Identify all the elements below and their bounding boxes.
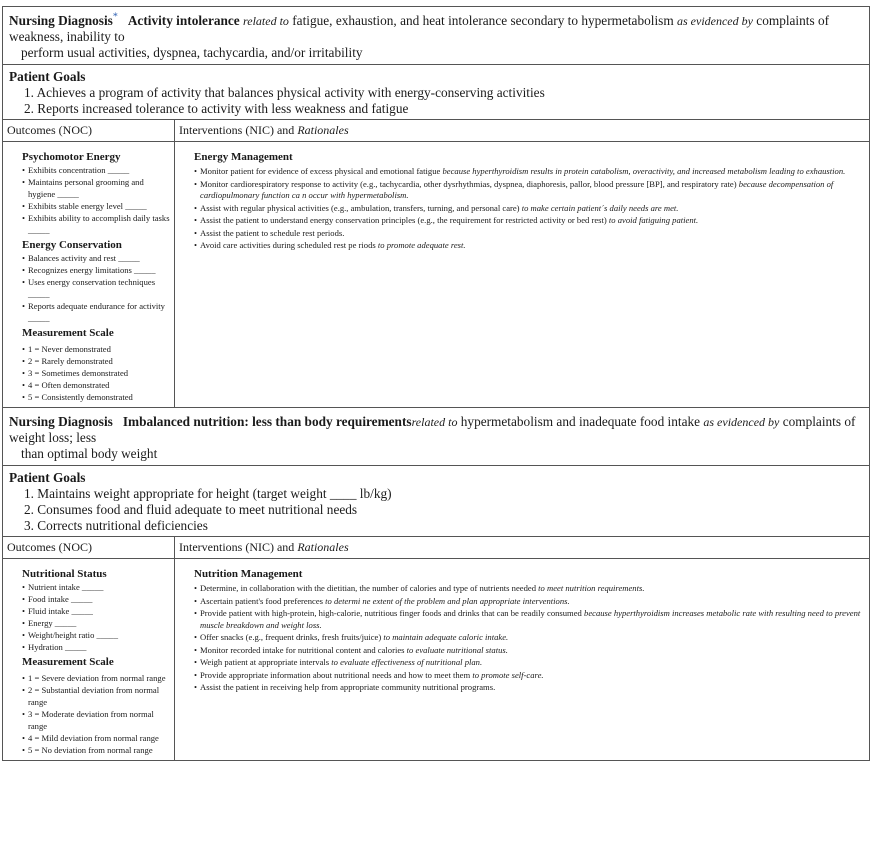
scale-item: • 5 = No deviation from normal range [22,744,170,756]
intervention-item: • Weigh patient at appropriate intervals to evaluate effectiveness of nutritional plan. [194,657,863,669]
nursing-diagnosis-nutrition [3,408,869,466]
rationales-label: Rationales [297,123,349,137]
patient-goals-activity [3,65,869,120]
diagnosis-name: Activity intolerance [127,13,240,28]
patient-goals-nutrition [3,466,869,537]
outcome-item: • Exhibits concentration _____ [22,164,170,176]
rationales-label: Rationales [297,540,349,554]
intervention-title: Nutrition Management [194,568,303,580]
outcome-item: • Energy _____ [22,617,170,629]
related-factors: fatigue, exhaustion, and heat intolerance secondary to hypermetabolism [292,13,674,28]
evidenced-by-label: as evidenced by [703,415,780,429]
outcomes-header: Outcomes (NOC) [3,120,175,141]
interventions-header: Interventions (NIC) and Rationales [179,123,349,137]
outcome-item: • Exhibits stable energy level _____ [22,200,170,212]
intervention-title: Energy Management [194,151,293,163]
related-to-label: related to [411,415,458,429]
scale-item: • 4 = Often demonstrated [22,379,170,391]
evidence-text-cont: than optimal body weight [21,446,158,461]
evidence-text: complaints of weight loss; less [9,414,856,445]
intervention-item: • Avoid care activities during scheduled rest pe riods to promote adequate rest. [194,240,863,252]
outcomes-column [3,559,175,760]
outcomes-column [3,142,175,407]
intervention-item: • Assist the patient in receiving help from appropriate community nutritional programs. [194,682,863,694]
goals-heading: Patient Goals [9,470,86,485]
goal-item: 3. Corrects nutritional deficiencies [24,518,208,533]
scale-item: • 1 = Never demonstrated [22,343,170,355]
intervention-item: • Monitor cardiorespiratory response to activity (e.g., tachycardia, other dysrhythmias, dyspnea, diaphoresis, pallor, blood pressure [BP], and respiratory rate) because decompensation of cardiopulmonary function ca n occur with hypermetabolism. [194,179,863,202]
outcome-item: • Recognizes energy limitations _____ [22,264,170,276]
scale-item: • 4 = Mild deviation from normal range [22,732,170,744]
intervention-item: • Assist with regular physical activities (e.g., ambulation, transfers, turning, and personal care) to make certain patient´s daily needs are met. [194,203,863,215]
intervention-item: • Monitor recorded intake for nutritional content and calories to evaluate nutritional status. [194,645,863,657]
outcome-item: • Weight/height ratio _____ [22,629,170,641]
goal-item: 1. Achieves a program of activity that balances physical activity with energy-conserving activities [24,85,545,100]
intervention-item: • Ascertain patient's food preferences to determi ne extent of the problem and plan appropriate interventions. [194,596,863,608]
outcomes-header: Outcomes (NOC) [3,537,175,558]
nursing-diagnosis-activity [3,7,869,65]
scale-item: • 2 = Rarely demonstrated [22,355,170,367]
outcome-group-title: Energy Conservation [22,239,122,251]
activity-body [3,142,869,408]
outcome-group-title: Psychomotor Energy [22,151,121,163]
outcome-item: • Uses energy conservation techniques _____ [22,276,170,300]
outcome-item: • Exhibits ability to accomplish daily tasks _____ [22,212,170,236]
evidence-text-cont: perform usual activities, dyspnea, tachycardia, and/or irritability [21,45,363,60]
intervention-item: • Provide patient with high-protein, high-calorie, nutritious finger foods and drinks that can be readily consumed because hyperthyroidism increases metabolic rate with resulting need to prevent muscle breakdown and weight loss. [194,608,863,631]
goal-item: 1. Maintains weight appropriate for height (target weight ____ lb/kg) [24,486,392,501]
diagnosis-name: Imbalanced nutrition: less than body requirements [122,414,412,429]
goal-item: 2. Reports increased tolerance to activity with less weakness and fatigue [24,101,409,116]
related-to-label: related to [243,14,289,28]
interventions-column [175,142,869,407]
evidenced-by-label: as evidenced by [677,14,753,28]
intervention-item: • Determine, in collaboration with the dietitian, the number of calories and type of nutrients needed to meet nutrition requirements. [194,583,863,595]
evidence-text: complaints of weakness, inability to [9,13,830,44]
scale-item: • 3 = Sometimes demonstrated [22,367,170,379]
interventions-header: Interventions (NIC) and Rationales [179,540,349,554]
measurement-scale-title: Measurement Scale [22,327,114,339]
measurement-scale-title: Measurement Scale [22,656,114,668]
goals-heading: Patient Goals [9,69,86,84]
nutrition-body [3,559,869,760]
outcome-item: • Balances activity and rest _____ [22,252,170,264]
intervention-item: • Monitor patient for evidence of excess physical and emotional fatigue because hyperthyroidism results in protein catabolism, overactivity, and increased metabolism leading to exhaustion. [194,166,863,178]
intervention-item: • Assist the patient to schedule rest periods. [194,228,863,240]
care-plan-table [2,6,870,761]
scale-item: • 1 = Severe deviation from normal range [22,672,170,684]
scale-item: • 2 = Substantial deviation from normal range [22,684,170,708]
outcome-item: • Maintains personal grooming and hygiene _____ [22,176,170,200]
intervention-item: • Provide appropriate information about nutritional needs and how to meet them to promote self-care. [194,670,863,682]
outcome-item: • Nutrient intake _____ [22,581,170,593]
outcome-item: • Fluid intake _____ [22,605,170,617]
column-headers [3,120,869,142]
intervention-item: • Offer snacks (e.g., frequent drinks, fresh fruits/juice) to maintain adequate caloric intake. [194,632,863,644]
outcome-item: • Food intake _____ [22,593,170,605]
footnote-asterisk[interactable]: * [112,11,118,23]
column-headers [3,537,869,559]
diagnosis-label: Nursing Diagnosis [9,414,113,429]
outcome-item: • Hydration _____ [22,641,170,653]
outcome-group-title: Nutritional Status [22,568,107,580]
outcome-item: • Reports adequate endurance for activity _____ [22,300,170,324]
interventions-column [175,559,869,760]
goal-item: 2. Consumes food and fluid adequate to meet nutritional needs [24,502,358,517]
diagnosis-label: Nursing Diagnosis [9,13,113,28]
intervention-item: • Assist the patient to understand energy conservation principles (e.g., the requirement for restricted activity or bed rest) to avoid fatiguing patient. [194,215,863,227]
scale-item: • 5 = Consistently demonstrated [22,391,170,403]
scale-item: • 3 = Moderate deviation from normal range [22,708,170,732]
related-factors: hypermetabolism and inadequate food intake [460,414,701,429]
